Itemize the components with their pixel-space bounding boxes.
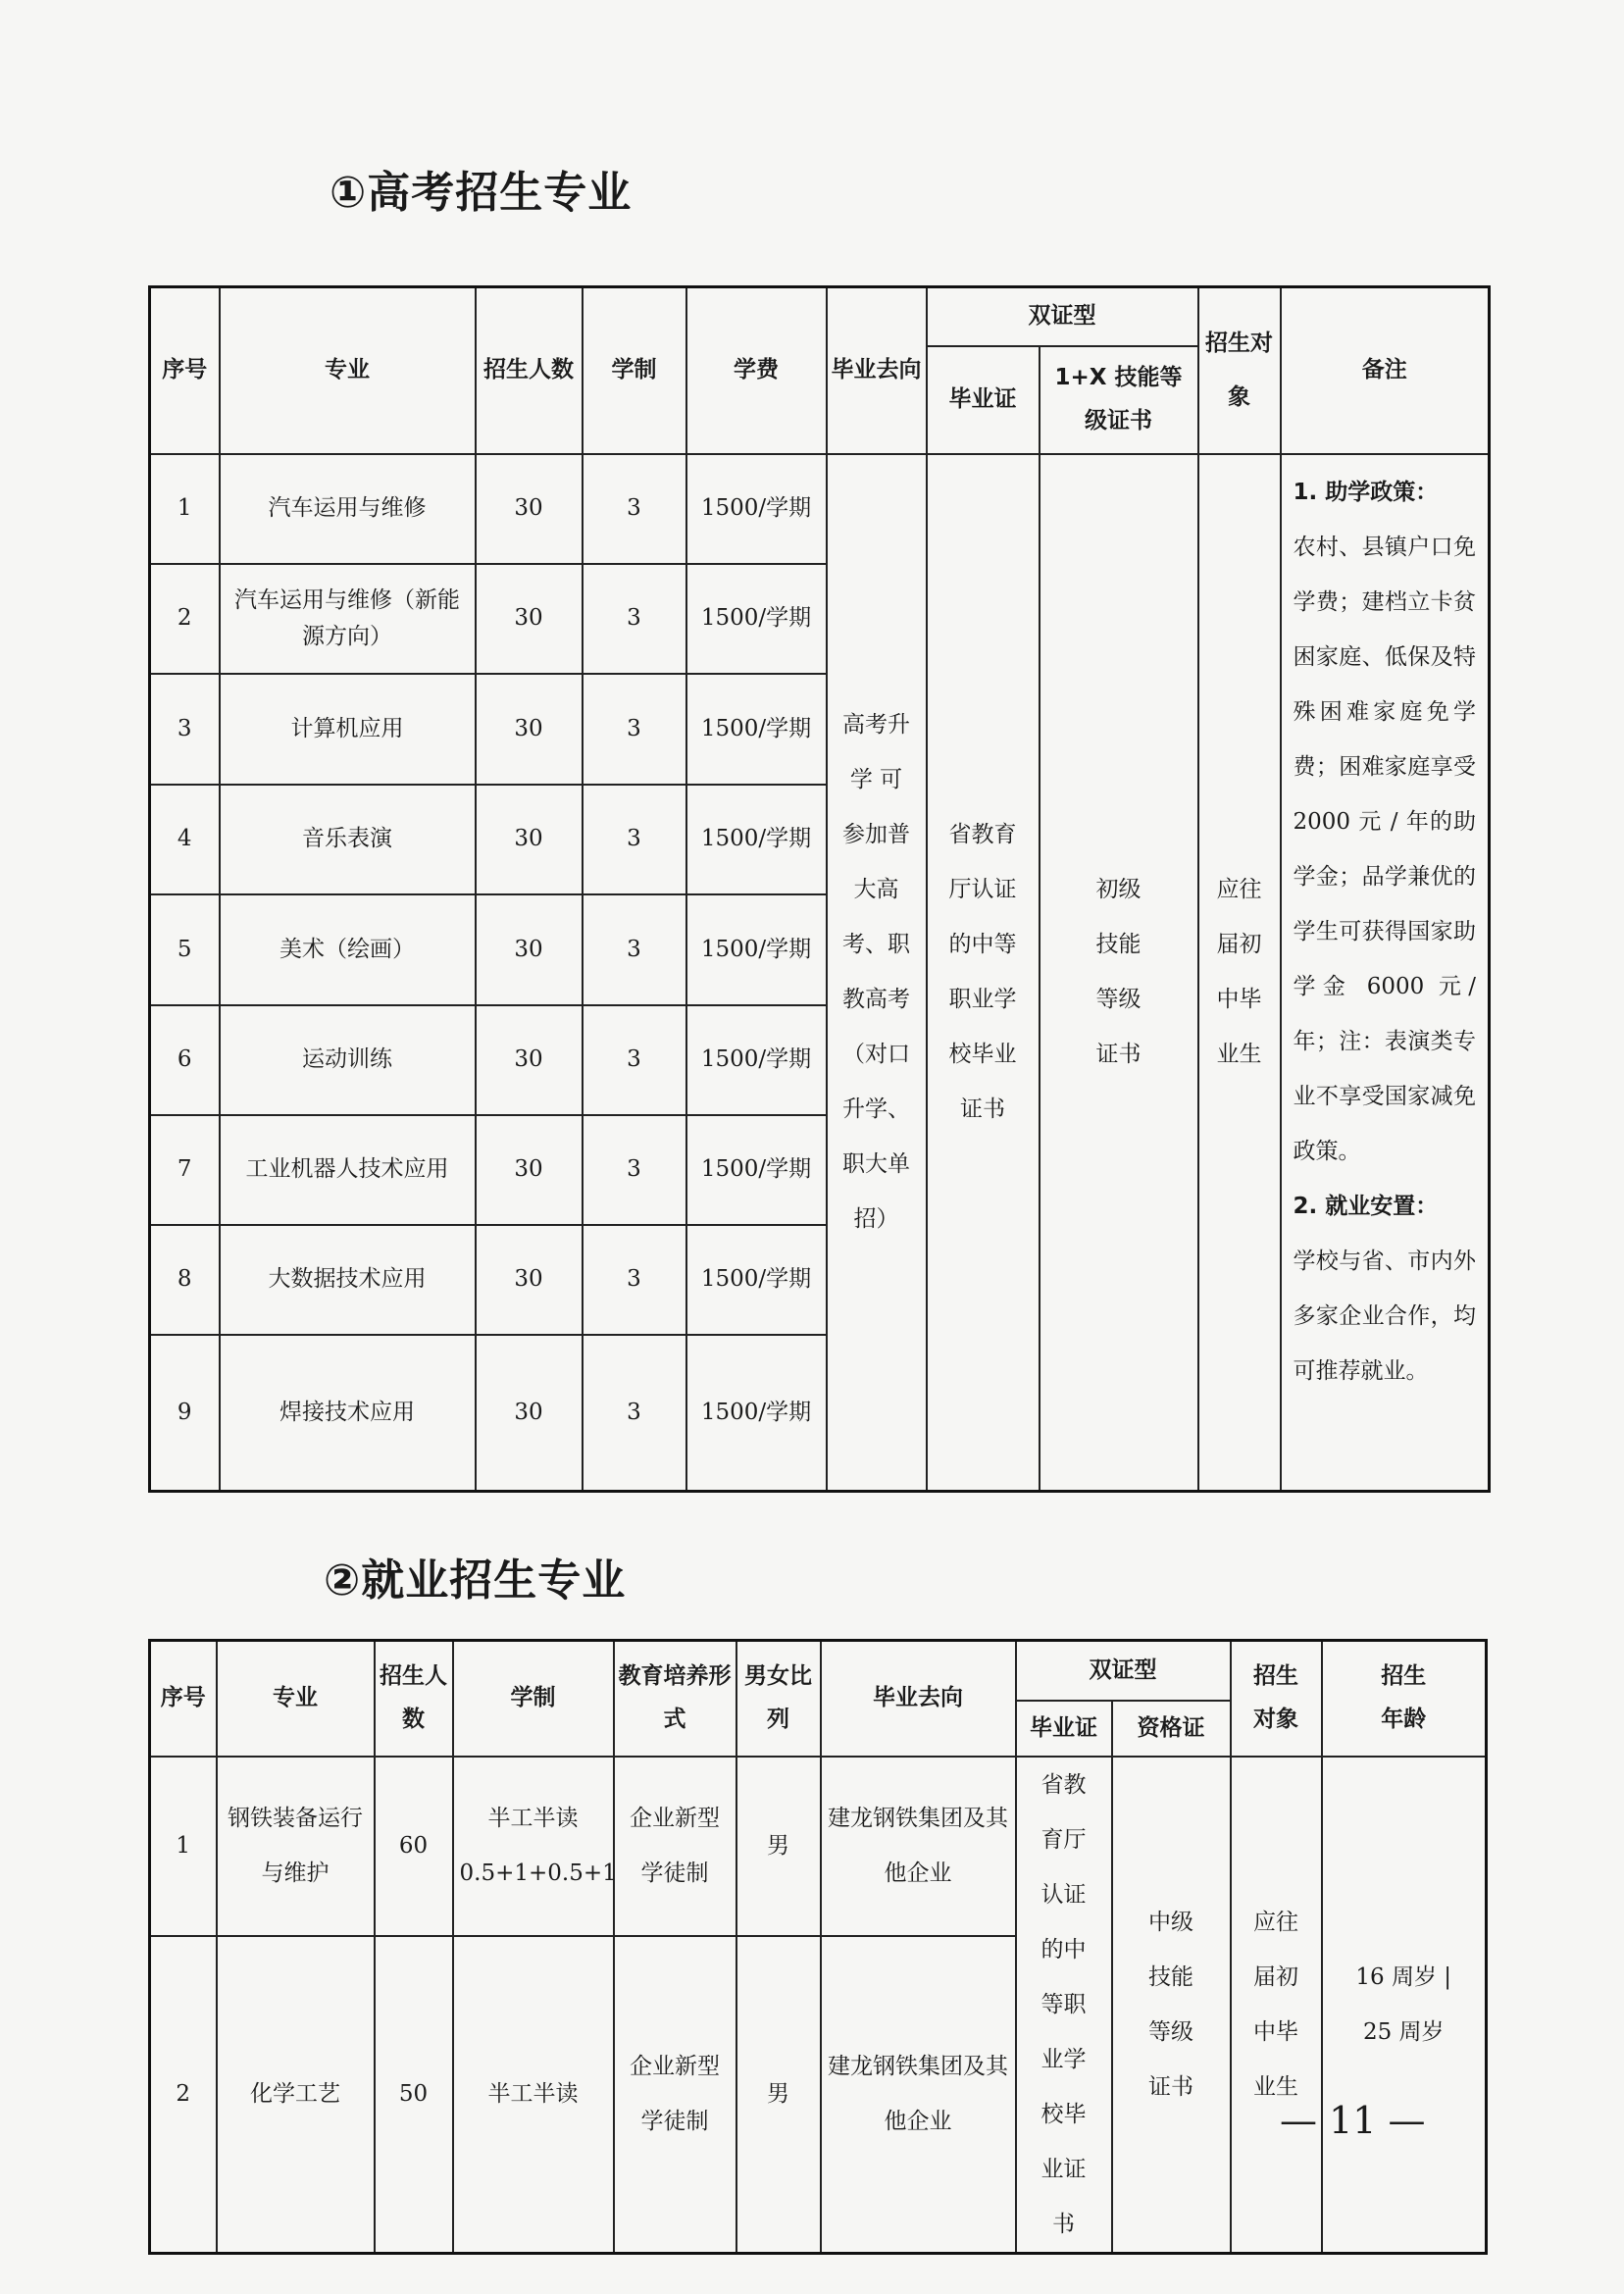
row-years: 3	[583, 1335, 686, 1492]
graduation-destination: 高考升学 可参加普大高考、职教高考（对口升学、职大单招）	[827, 454, 927, 1492]
row-enroll: 30	[476, 785, 583, 894]
row-enroll: 50	[375, 1936, 453, 2253]
row-major: 计算机应用	[220, 674, 476, 785]
row-fee: 1500/学期	[686, 1335, 827, 1492]
row-fee: 1500/学期	[686, 1115, 827, 1225]
row-major: 美术（绘画）	[220, 894, 476, 1005]
row-no: 2	[150, 1936, 217, 2253]
row-major: 工业机器人技术应用	[220, 1115, 476, 1225]
row-no: 5	[150, 894, 220, 1005]
row-fee: 1500/学期	[686, 674, 827, 785]
header-destination: 毕业去向	[827, 287, 927, 454]
header-dual-cert: 双证型	[927, 287, 1198, 346]
header-dual-cert: 双证型	[1016, 1641, 1231, 1701]
header-qual-cert: 资格证	[1112, 1701, 1231, 1757]
row-no: 1	[150, 1757, 217, 1936]
row-ratio: 男	[736, 1936, 821, 2253]
row-form: 企业新型学徒制	[614, 1936, 736, 2253]
header-major: 专业	[217, 1641, 375, 1757]
policy-heading: 1. 助学政策：	[1293, 479, 1439, 505]
row-major: 汽车运用与维修（新能源方向）	[220, 564, 476, 674]
row-years: 半工半读 0.5+1+0.5+1	[453, 1757, 614, 1936]
row-no: 9	[150, 1335, 220, 1492]
row-major: 大数据技术应用	[220, 1225, 476, 1335]
enroll-age: 16 周岁 | 25 周岁	[1322, 1757, 1487, 2254]
row-fee: 1500/学期	[686, 564, 827, 674]
header-major: 专业	[220, 287, 476, 454]
employment-majors-table	[148, 1639, 1488, 2255]
row-no: 1	[150, 454, 220, 564]
header-diploma: 毕业证	[927, 346, 1040, 454]
row-enroll: 60	[375, 1757, 453, 1936]
row-years: 3	[583, 564, 686, 674]
header-ratio: 男女比列	[736, 1641, 821, 1757]
remarks	[1281, 454, 1490, 1492]
header-diploma: 毕业证	[1016, 1701, 1112, 1757]
header-years: 学制	[583, 287, 686, 454]
row-no: 7	[150, 1115, 220, 1225]
header-age: 招生年龄	[1322, 1641, 1487, 1757]
page-number: — 11 —	[1280, 2099, 1426, 2142]
row-major: 汽车运用与维修	[220, 454, 476, 564]
header-target: 招生对象	[1231, 1641, 1322, 1757]
row-enroll: 30	[476, 454, 583, 564]
section2-title: ②就业招生专业	[324, 1555, 627, 1606]
header-destination: 毕业去向	[821, 1641, 1016, 1757]
row-years: 3	[583, 894, 686, 1005]
header-enroll: 招生人数	[375, 1641, 453, 1757]
diploma-cert: 省教育厅认证的中等职业学校毕业证书	[1016, 1757, 1112, 2254]
row-years: 3	[583, 674, 686, 785]
employment-text: 学校与省、市内外多家企业合作，均可推荐就业。	[1293, 1248, 1476, 1384]
row-fee: 1500/学期	[686, 1225, 827, 1335]
row-years: 3	[583, 1225, 686, 1335]
row-enroll: 30	[476, 1115, 583, 1225]
header-skill-cert: 1+X 技能等级证书	[1040, 346, 1198, 454]
row-years: 3	[583, 1005, 686, 1115]
row-no: 3	[150, 674, 220, 785]
row-enroll: 30	[476, 564, 583, 674]
gaokao-majors-table	[148, 285, 1491, 1493]
header-no: 序号	[150, 1641, 217, 1757]
row-fee: 1500/学期	[686, 1005, 827, 1115]
row-fee: 1500/学期	[686, 894, 827, 1005]
row-major: 运动训练	[220, 1005, 476, 1115]
row-major: 化学工艺	[217, 1936, 375, 2253]
table-row	[150, 454, 1490, 564]
enroll-target: 应往届初中毕业生	[1231, 1757, 1322, 2254]
row-form: 企业新型学徒制	[614, 1757, 736, 1936]
row-enroll: 30	[476, 1005, 583, 1115]
header-remarks: 备注	[1281, 287, 1490, 454]
header-fee: 学费	[686, 287, 827, 454]
row-destination: 建龙钢铁集团及其他企业	[821, 1757, 1016, 1936]
row-years: 半工半读	[453, 1936, 614, 2253]
row-enroll: 30	[476, 1335, 583, 1492]
policy-text: 农村、县镇户口免学费；建档立卡贫困家庭、低保及特殊困难家庭免学费；困难家庭享受 2000 元 / 年的助学金；品学兼优的学生可获得国家助学金 6000 元/年；注：表演类专业不享受国家减免政策。	[1293, 534, 1476, 1164]
row-enroll: 30	[476, 674, 583, 785]
row-no: 8	[150, 1225, 220, 1335]
row-ratio: 男	[736, 1757, 821, 1936]
header-target: 招生对象	[1198, 287, 1281, 454]
row-years: 3	[583, 454, 686, 564]
row-destination: 建龙钢铁集团及其他企业	[821, 1936, 1016, 2253]
header-years: 学制	[453, 1641, 614, 1757]
row-years: 3	[583, 1115, 686, 1225]
row-major: 音乐表演	[220, 785, 476, 894]
diploma-cert: 省教育厅认证的中等职业学校毕业证书	[927, 454, 1040, 1492]
header-form: 教育培养形式	[614, 1641, 736, 1757]
header-no: 序号	[150, 287, 220, 454]
row-years: 3	[583, 785, 686, 894]
row-enroll: 30	[476, 1225, 583, 1335]
header-enroll: 招生人数	[476, 287, 583, 454]
row-fee: 1500/学期	[686, 785, 827, 894]
skill-cert: 初级技能等级证书	[1040, 454, 1198, 1492]
row-fee: 1500/学期	[686, 454, 827, 564]
row-major: 焊接技术应用	[220, 1335, 476, 1492]
row-major: 钢铁装备运行与维护	[217, 1757, 375, 1936]
employment-heading: 2. 就业安置：	[1293, 1193, 1439, 1219]
table-row	[150, 1757, 1487, 1936]
row-no: 6	[150, 1005, 220, 1115]
row-no: 2	[150, 564, 220, 674]
qualification-cert: 中级技能等级证书	[1112, 1757, 1231, 2254]
row-enroll: 30	[476, 894, 583, 1005]
section1-title: ①高考招生专业	[330, 168, 633, 218]
row-no: 4	[150, 785, 220, 894]
enroll-target: 应往届初中毕业生	[1198, 454, 1281, 1492]
